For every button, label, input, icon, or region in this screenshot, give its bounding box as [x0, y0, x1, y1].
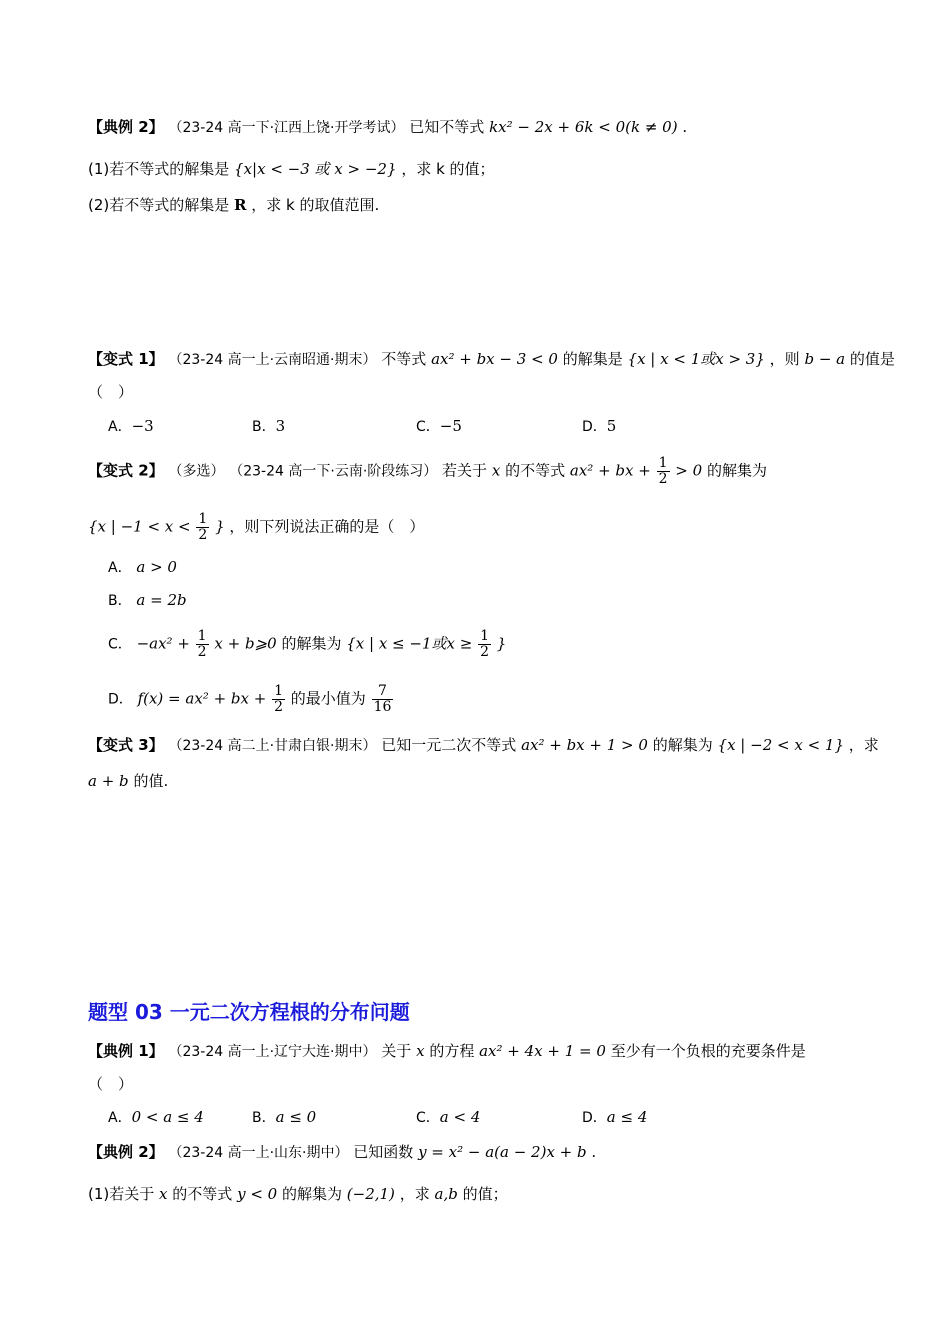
- source-note: （23-24 高一下·云南·阶段练习）: [229, 463, 438, 480]
- example-2-question-1: (1)若关于 x 的不等式 y < 0 的解集为 (−2,1) ，求 a,b 的值；: [88, 1185, 508, 1203]
- variant-tag: 【变式 3】: [88, 736, 164, 754]
- example-tag: 【典例 2】: [88, 1143, 164, 1161]
- function-formula: y = x² − a(a − 2)x + b: [418, 1143, 587, 1161]
- solution-set: {x | −1 < x <: [88, 517, 191, 536]
- example-tag: 【典例 2】: [88, 118, 164, 136]
- option-a: A． a > 0: [108, 558, 177, 576]
- fraction-seven-sixteenths: $\frac{7}{16}$: [373, 683, 392, 715]
- real-set-symbol: R: [234, 196, 247, 214]
- source-note: （23-24 高一上·辽宁大连·期中）: [168, 1044, 377, 1060]
- multi-select-note: （多选）: [168, 463, 225, 480]
- variant-3-continuation: a + b 的值.: [88, 772, 169, 790]
- answer-paren: （ ）: [88, 383, 134, 401]
- option-c: C．a < 4: [416, 1108, 481, 1126]
- option-b: B．a ≤ 0: [252, 1108, 317, 1126]
- solution-set: {x|x < −3 或 x > −2}: [234, 160, 397, 178]
- fraction-one-half: $\frac{1}{2}$: [197, 628, 207, 660]
- solution-interval: (−2,1): [346, 1185, 395, 1203]
- inequality: ax² + bx − 3 < 0: [431, 350, 558, 368]
- solution-set: {x | −2 < x < 1}: [717, 736, 844, 754]
- example-2-statement: 【典例 2】 （23-24 高一上·山东·期中） 已知函数 y = x² − a(a − 2)x + b .: [88, 1143, 597, 1161]
- option-a: A．−3: [108, 417, 154, 435]
- option-a: A．0 < a ≤ 4: [108, 1108, 204, 1126]
- fraction-one-half: $\frac{1}{2}$: [198, 511, 208, 543]
- variant-tag: 【变式 1】: [88, 350, 164, 368]
- fraction-one-half: $\frac{1}{2}$: [274, 683, 284, 715]
- example-1-statement: 【典例 1】 （23-24 高一上·辽宁大连·期中） 关于 x 的方程 ax² + 4x + 1 = 0 至少有一个负根的充要条件是: [88, 1042, 806, 1060]
- example-2-question-2: (2)若不等式的解集是 R ，求 k 的取值范围.: [88, 196, 380, 214]
- inequality: kx² − 2x + 6k < 0(k ≠ 0): [489, 118, 678, 136]
- section-heading: 题型 03 一元二次方程根的分布问题: [88, 1000, 410, 1024]
- fraction-one-half: $\frac{1}{2}$: [480, 628, 490, 660]
- example-2-statement: 【典例 2】 （23-24 高一下·江西上饶·开学考试） 已知不等式 kx² − 2x + 6k < 0(k ≠ 0) .: [88, 118, 688, 136]
- example-2-question-1: (1)若不等式的解集是 {x|x < −3 或 x > −2} ，求 k 的值；: [88, 160, 495, 178]
- option-b: B． a = 2b: [108, 591, 187, 609]
- source-note: （23-24 高一上·山东·期中）: [168, 1145, 349, 1161]
- fraction-one-half: $\frac{1}{2}$: [658, 455, 668, 487]
- option-d: D．5: [582, 417, 617, 435]
- variant-3-statement: 【变式 3】 （23-24 高二上·甘肃白银·期末） 已知一元二次不等式 ax² + bx + 1 > 0 的解集为 {x | −2 < x < 1} ，求: [88, 736, 879, 754]
- answer-paren: （ ）: [88, 1075, 134, 1093]
- option-d: D．a ≤ 4: [582, 1108, 648, 1126]
- solution-set: {x | x < 1或x > 3}: [627, 350, 765, 368]
- variant-tag: 【变式 2】: [88, 461, 164, 480]
- variant-1-statement: 【变式 1】 （23-24 高一上·云南昭通·期末） 不等式 ax² + bx − 3 < 0 的解集是 {x | x < 1或x > 3} ，则 b − a 的值是: [88, 350, 895, 368]
- option-d: D． f(x) = ax² + bx + $\frac{1}{2}$ 的最小值为 $\frac{7}{16}$: [108, 683, 392, 715]
- source-note: （23-24 高二上·甘肃白银·期末）: [168, 738, 377, 754]
- option-c: C． −ax² + $\frac{1}{2}$ x + b⩾0 的解集为 {x | x ≤ −1或x ≥ $\frac{1}{2}$ }: [108, 628, 507, 660]
- variant-2-statement: 【变式 2】 （多选） （23-24 高一下·云南·阶段练习） 若关于 x 的不等式 ax² + bx + $\frac{1}{2}$ > 0 的解集为: [88, 455, 767, 487]
- source-note: （23-24 高一下·江西上饶·开学考试）: [168, 120, 405, 136]
- inequality: ax² + bx +: [569, 461, 651, 480]
- option-b: B．3: [252, 417, 286, 435]
- example-tag: 【典例 1】: [88, 1042, 164, 1060]
- option-c: C．−5: [416, 417, 462, 435]
- equation: ax² + 4x + 1 = 0: [479, 1042, 606, 1060]
- source-note: （23-24 高一上·云南昭通·期末）: [168, 352, 377, 368]
- inequality: ax² + bx + 1 > 0: [521, 736, 648, 754]
- variant-2-set-line: {x | −1 < x < $\frac{1}{2}$ } ，则下列说法正确的是（ ）: [88, 511, 425, 543]
